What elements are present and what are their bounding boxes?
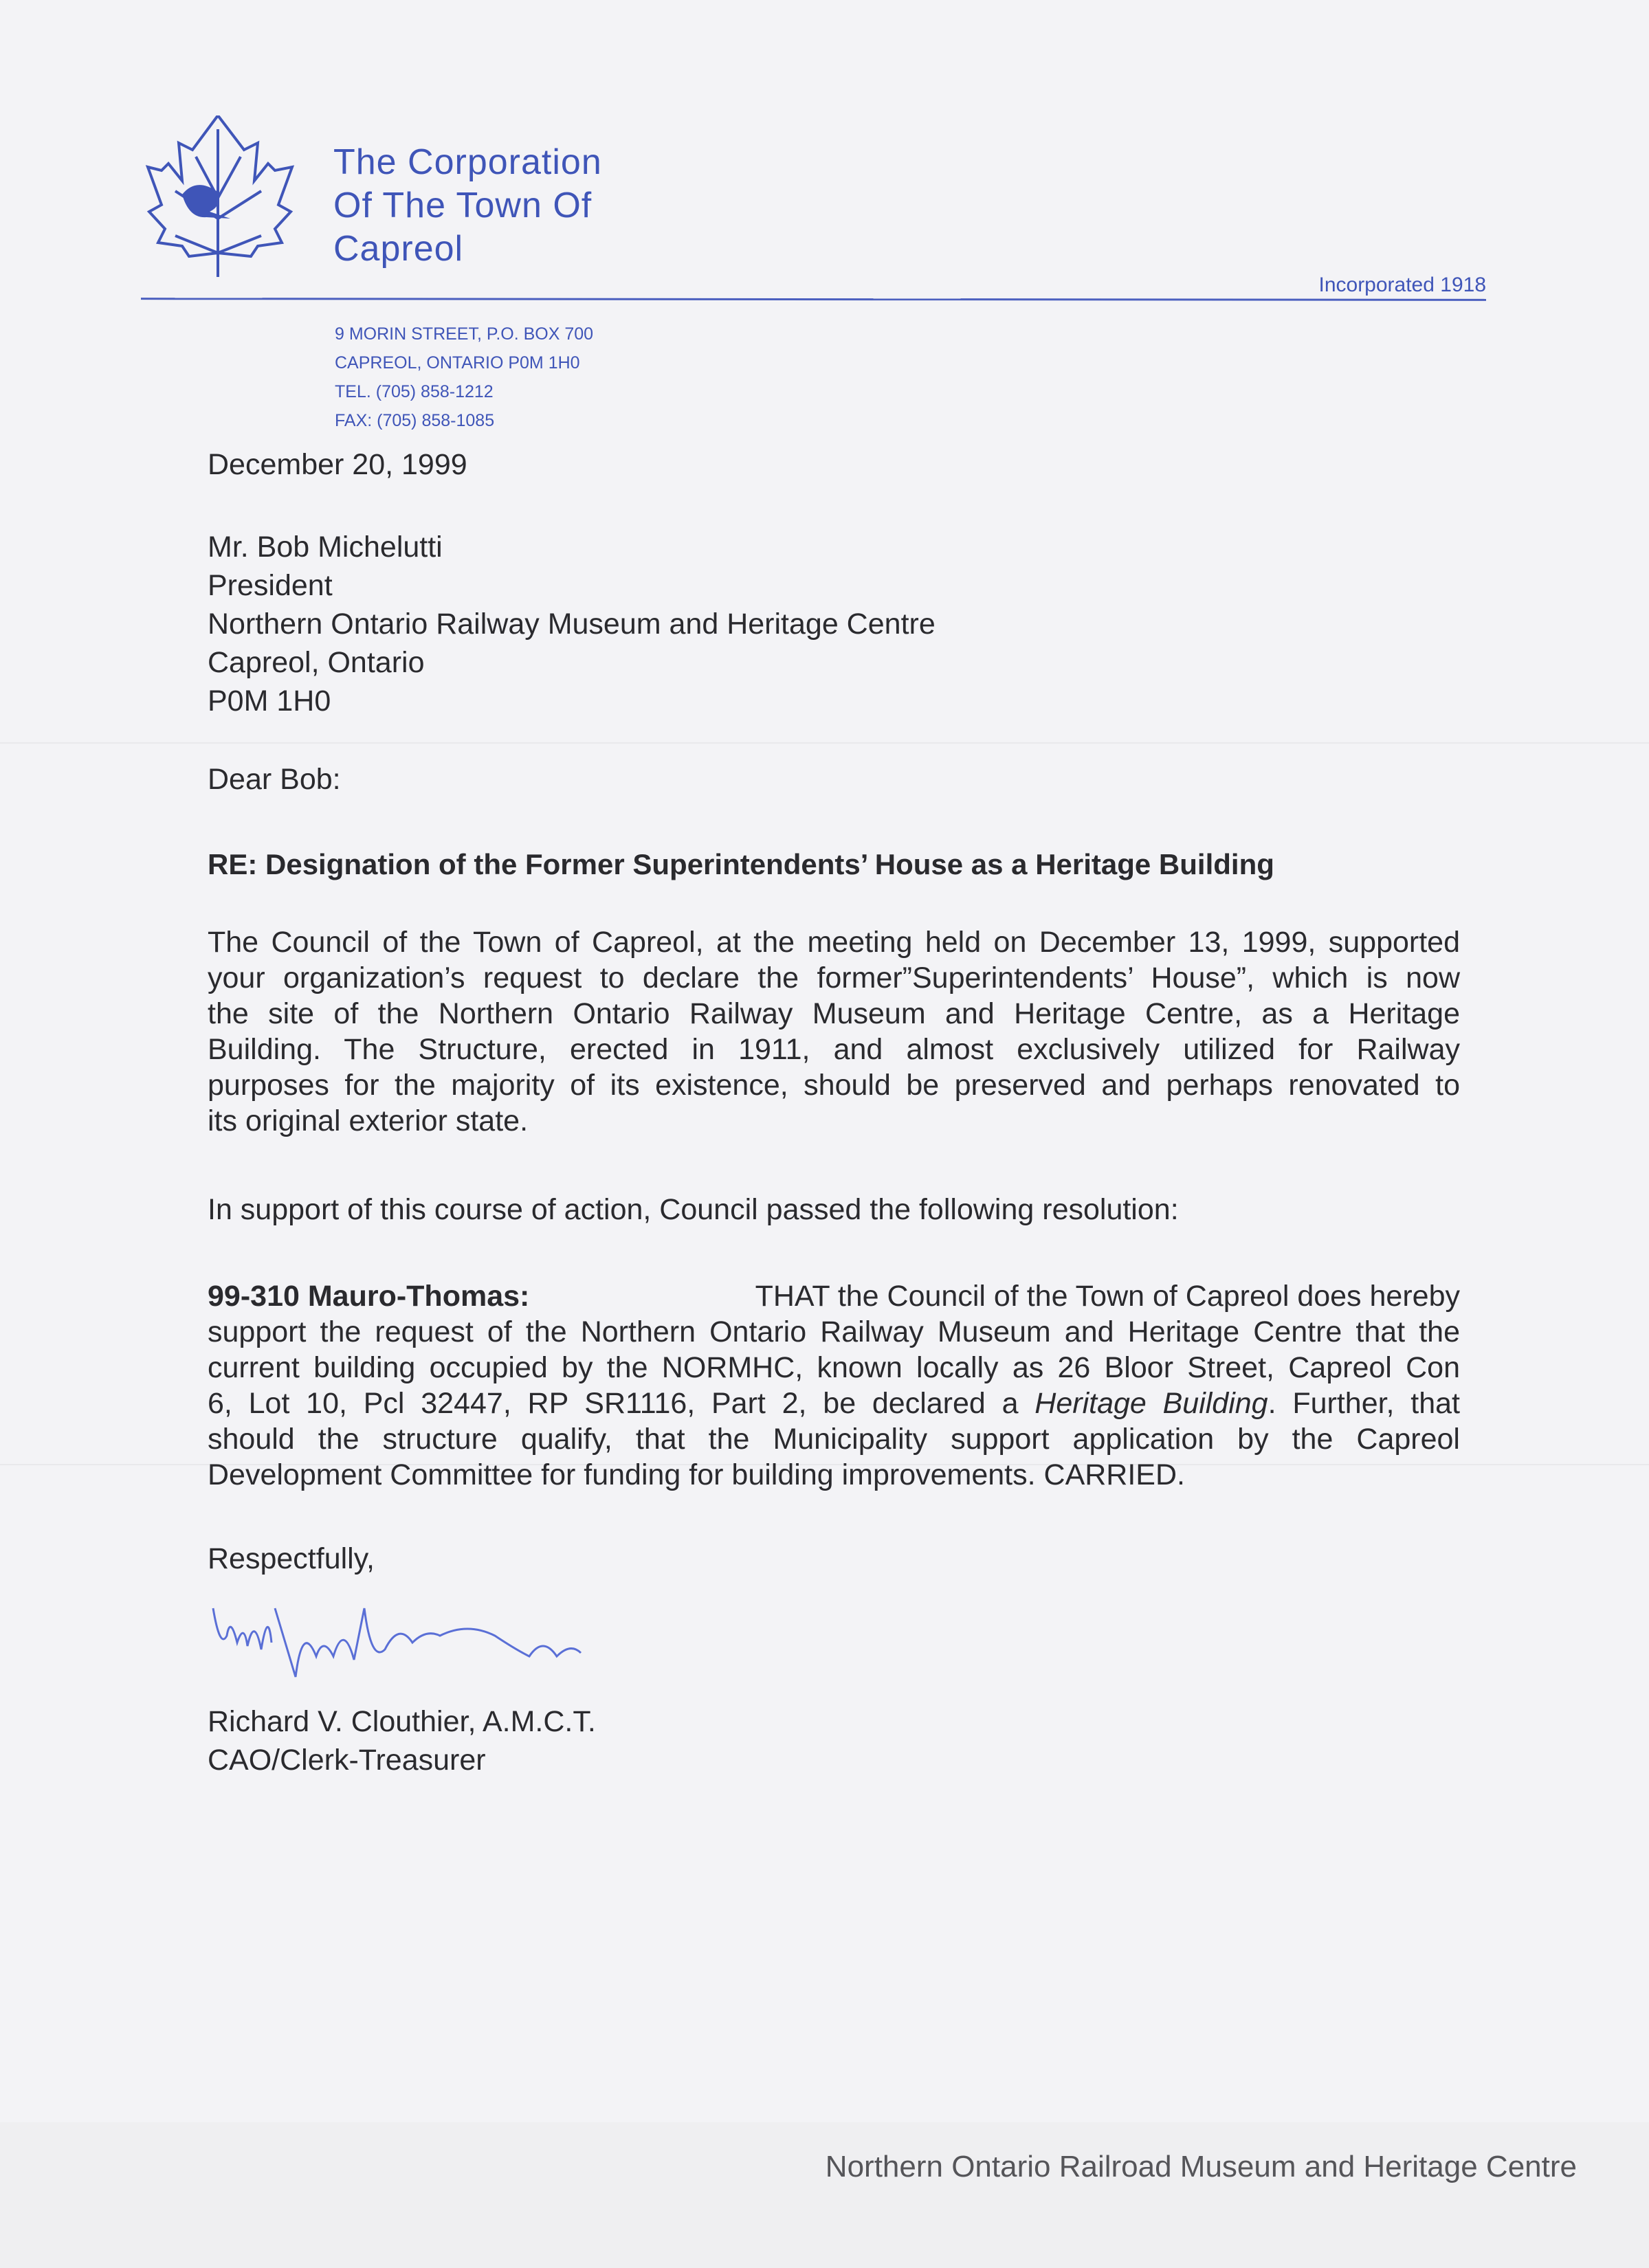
heritage-building-emphasis: Heritage Building	[1034, 1387, 1268, 1420]
address-line: FAX: (705) 858-1085	[335, 411, 495, 430]
paragraph-line: the site of the Northern Ontario Railway Museum and Heritage Centre, as a Heritage	[208, 997, 1460, 1030]
salutation: Dear Bob:	[208, 763, 341, 796]
letterhead-title	[333, 141, 602, 271]
address-line: CAPREOL, ONTARIO P0M 1H0	[335, 353, 580, 373]
letter-date: December 20, 1999	[208, 448, 467, 481]
recipient-line: President	[208, 569, 333, 602]
paragraph-1	[208, 924, 1460, 1139]
letterhead-title-line: The Corporation	[333, 142, 602, 182]
resolution-line	[208, 1386, 1460, 1421]
recipient-line: Northern Ontario Railway Museum and Heritage Centre	[208, 608, 936, 641]
footer-band	[0, 2122, 1649, 2268]
signature	[206, 1594, 591, 1698]
paragraph-line: purposes for the majority of its existence, should be preserved and perhaps renovated to	[208, 1069, 1460, 1102]
subject-line: RE: Designation of the Former Superintendents’ House as a Heritage Building	[208, 848, 1274, 880]
paragraph-line: your organization’s request to declare the former”Superintendents’ House”, which is now	[208, 961, 1460, 994]
paper-fold	[0, 742, 1649, 744]
incorporated-text: Incorporated 1918	[1318, 274, 1486, 296]
paragraph-line: The Council of the Town of Capreol, at the meeting held on December 13, 1999, supported	[208, 926, 1460, 959]
paragraph-line: its original exterior state.	[208, 1104, 529, 1137]
maple-leaf-beaver-logo	[141, 115, 299, 277]
letterhead-title-line: Of The Town Of	[333, 186, 593, 225]
signature-block	[208, 1702, 1460, 1779]
address-line: 9 MORIN STREET, P.O. BOX 700	[335, 324, 594, 344]
letterhead-address	[335, 320, 593, 435]
resolution-line: Development Committee for funding for building improvements. CARRIED.	[208, 1458, 1185, 1491]
letterhead-title-line: Capreol	[333, 229, 464, 269]
address-line: TEL. (705) 858-1212	[335, 382, 494, 401]
resolution-text: 6, Lot 10, Pcl 32447, RP SR1116, Part 2, be declared a	[208, 1387, 1035, 1420]
resolution-text: . Further, that	[1268, 1387, 1460, 1420]
resolution-line	[208, 1278, 1460, 1314]
resolution-line: support the request of the Northern Ontario Railway Museum and Heritage Centre that the	[208, 1315, 1460, 1348]
resolution-line: current building occupied by the NORMHC, known locally as 26 Bloor Street, Capreol Con	[208, 1351, 1460, 1384]
resolution-label: 99-310 Mauro-Thomas:	[208, 1280, 530, 1313]
paragraph-2: In support of this course of action, Council passed the following resolution:	[208, 1193, 1179, 1226]
recipient-address	[208, 528, 1460, 720]
closing: Respectfully,	[208, 1542, 375, 1575]
resolution-line: should the structure qualify, that the Municipality support application by the Capreol	[208, 1423, 1460, 1456]
signatory-name: Richard V. Clouthier, A.M.C.T.	[208, 1705, 596, 1738]
resolution	[208, 1278, 1460, 1493]
recipient-line: P0M 1H0	[208, 685, 331, 718]
recipient-line: Mr. Bob Michelutti	[208, 531, 443, 564]
footer-credit: Northern Ontario Railroad Museum and Heritage Centre	[825, 2150, 1577, 2183]
resolution-text: THAT the Council of the Town of Capreol does hereby	[755, 1280, 1460, 1313]
paragraph-line: Building. The Structure, erected in 1911, and almost exclusively utilized for Railway	[208, 1033, 1460, 1066]
recipient-line: Capreol, Ontario	[208, 646, 425, 679]
signatory-title: CAO/Clerk-Treasurer	[208, 1744, 486, 1777]
